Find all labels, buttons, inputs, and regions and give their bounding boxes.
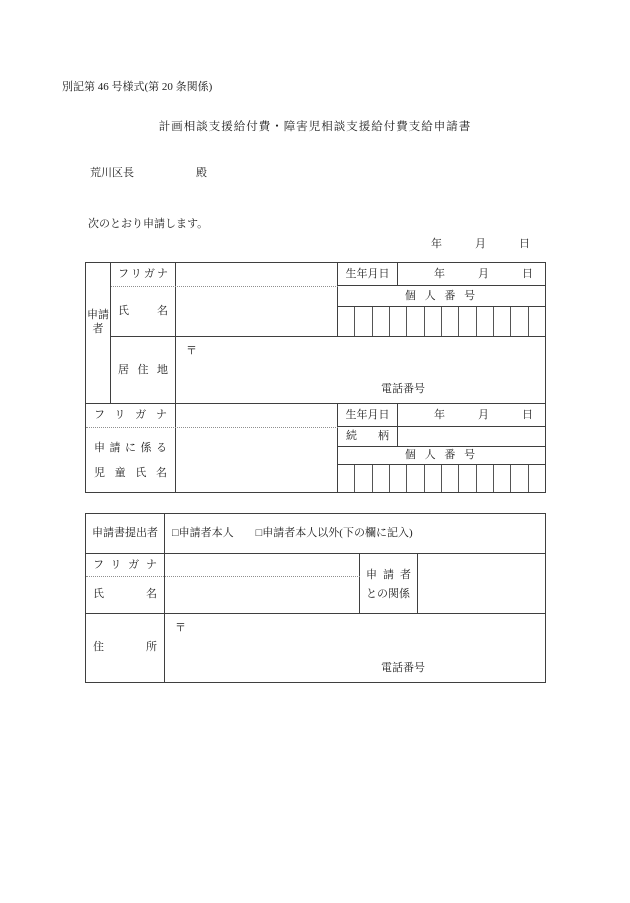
- personal-number-digit-cell[interactable]: [390, 465, 407, 492]
- applicant-name-field[interactable]: [176, 263, 338, 337]
- applicant-personal-number-cells: [338, 307, 545, 337]
- submitter-phone-label: 電話番号: [381, 662, 425, 674]
- personal-number-digit-cell[interactable]: [477, 307, 494, 336]
- submitter-relation-field[interactable]: [418, 554, 545, 614]
- relation-label-line2: との関係: [366, 588, 410, 601]
- addressee: 荒川区長: [90, 167, 134, 179]
- postal-mark: 〒: [186, 345, 197, 357]
- personal-number-digit-cell[interactable]: [459, 465, 476, 492]
- child-name-label-line2: 児童氏名: [94, 466, 167, 479]
- personal-number-digit-cell[interactable]: [373, 465, 390, 492]
- submitter-options: [165, 514, 545, 554]
- applicant-name-label: 氏名: [111, 286, 176, 337]
- personal-number-digit-cell[interactable]: [425, 465, 442, 492]
- applicant-residence-field[interactable]: [176, 337, 545, 404]
- child-relationship-field[interactable]: [398, 427, 545, 447]
- child-relationship-label: 続柄: [338, 427, 398, 447]
- furigana-dotted-divider: [111, 286, 338, 287]
- personal-number-digit-cell[interactable]: [529, 307, 545, 336]
- application-date-field[interactable]: 年 月 日: [431, 238, 530, 250]
- option-other-checkbox[interactable]: □申請者本人以外(下の欄に記入): [255, 527, 413, 539]
- personal-number-digit-cell[interactable]: [407, 465, 424, 492]
- applicant-furigana-label: フリガナ: [111, 263, 176, 286]
- personal-number-digit-cell[interactable]: [407, 307, 424, 336]
- personal-number-digit-cell[interactable]: [494, 465, 511, 492]
- personal-number-digit-cell[interactable]: [338, 465, 355, 492]
- honorific: 殿: [196, 167, 207, 179]
- personal-number-digit-cell[interactable]: [477, 465, 494, 492]
- personal-number-digit-cell[interactable]: [442, 307, 459, 336]
- submitter-name-field[interactable]: [165, 554, 360, 614]
- addressee-line: [90, 164, 207, 180]
- personal-number-digit-cell[interactable]: [494, 307, 511, 336]
- applicant-birthdate-field[interactable]: 年 月 日: [398, 263, 545, 286]
- applicant-personal-number-label: 個 人 番 号: [338, 286, 545, 307]
- submitter-address-field[interactable]: [165, 614, 545, 682]
- child-name-field[interactable]: [176, 404, 338, 492]
- child-furigana-label: フリガナ: [86, 404, 176, 427]
- personal-number-digit-cell[interactable]: [373, 307, 390, 336]
- child-personal-number-label: 個 人 番 号: [338, 447, 545, 465]
- furigana-dotted-divider: [86, 576, 360, 577]
- personal-number-digit-cell[interactable]: [511, 465, 528, 492]
- submitter-relation-label: [360, 554, 418, 614]
- postal-mark: 〒: [175, 622, 186, 634]
- option-self-checkbox[interactable]: □申請者本人: [172, 527, 234, 539]
- submitter-label: 申請書提出者: [86, 514, 165, 554]
- child-name-label: [86, 427, 176, 492]
- submitter-table: [85, 513, 546, 683]
- submitter-furigana-label: フリガナ: [86, 554, 165, 576]
- applicant-table: [85, 262, 546, 493]
- page-title: 計画相談支援給付費・障害児相談支援給付費支給申請書: [158, 121, 472, 133]
- personal-number-digit-cell[interactable]: [511, 307, 528, 336]
- applicant-birthdate-label: 生年月日: [338, 263, 398, 286]
- applicant-phone-label: 電話番号: [381, 383, 425, 395]
- child-birthdate-label: 生年月日: [338, 404, 398, 427]
- personal-number-digit-cell[interactable]: [355, 465, 372, 492]
- child-birthdate-field[interactable]: 年 月 日: [398, 404, 545, 427]
- submitter-name-label: 氏名: [86, 576, 165, 614]
- furigana-dotted-divider: [86, 427, 338, 428]
- personal-number-digit-cell[interactable]: [390, 307, 407, 336]
- personal-number-digit-cell[interactable]: [442, 465, 459, 492]
- child-personal-number-cells: [338, 465, 545, 492]
- personal-number-digit-cell[interactable]: [355, 307, 372, 336]
- applicant-residence-label: 居住地: [111, 337, 176, 404]
- applicant-group-label: 申請者: [86, 263, 111, 404]
- personal-number-digit-cell[interactable]: [425, 307, 442, 336]
- declaration: 次のとおり申請します。: [88, 218, 209, 230]
- personal-number-digit-cell[interactable]: [459, 307, 476, 336]
- child-name-label-line1: 申請に係る: [94, 442, 167, 455]
- form-number: 別記第 46 号様式(第 20 条関係): [62, 81, 213, 93]
- personal-number-digit-cell[interactable]: [338, 307, 355, 336]
- personal-number-digit-cell[interactable]: [529, 465, 545, 492]
- relation-label-line1: 申請者: [366, 568, 411, 581]
- submitter-address-label: 住所: [86, 614, 165, 682]
